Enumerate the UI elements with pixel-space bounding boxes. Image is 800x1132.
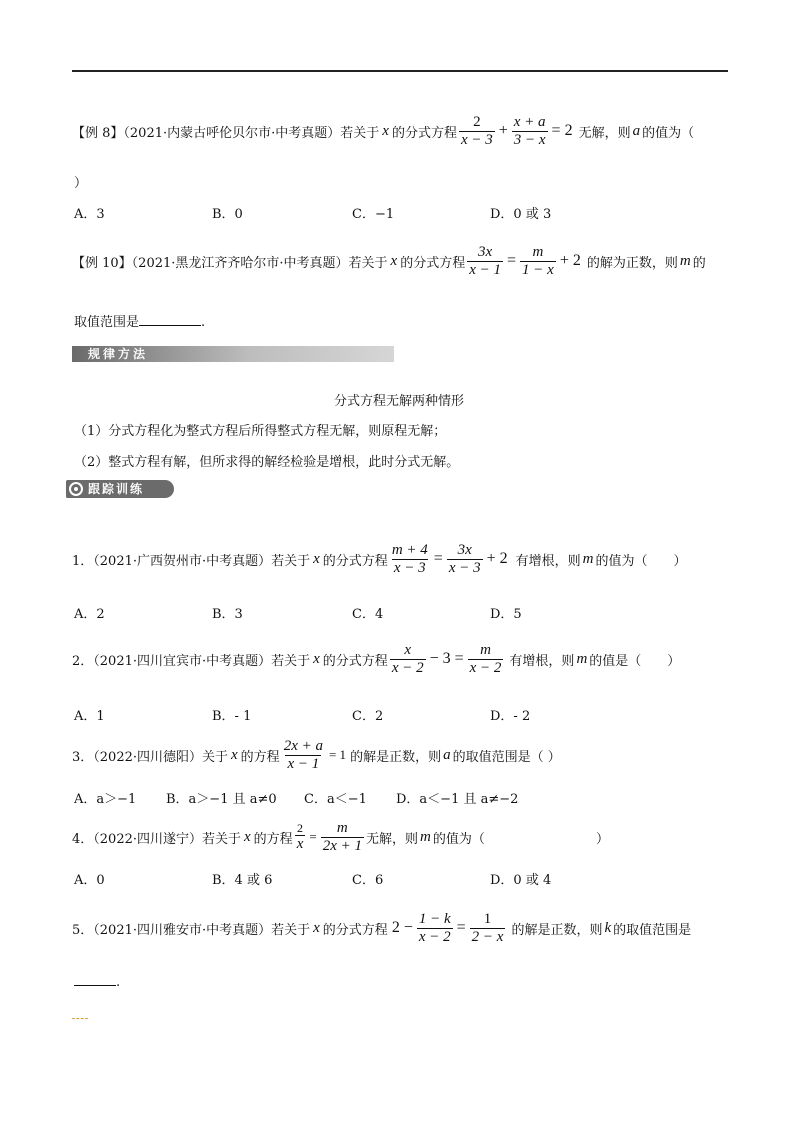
ex8-option-b: B．0: [212, 207, 243, 222]
q3-fraction: $\frac{2x + a}{x - 1}$: [283, 738, 323, 772]
footer-mark: [72, 1018, 88, 1019]
q2-option-c: C．2: [352, 709, 384, 724]
method-item-1: （1）分式方程化为整式方程后所得整式方程无解，则原程无解；: [74, 424, 447, 439]
q3-option-a: A．a＞−1: [74, 792, 137, 807]
q2-option-d: D．- 2: [490, 709, 531, 724]
method-banner-label: 规律方法: [88, 347, 149, 361]
q1-option-c: C．4: [352, 607, 384, 622]
ex8-option-d: D．0 或 3: [490, 207, 552, 222]
ex10-suffix2: 的: [692, 255, 706, 271]
method-banner: [72, 346, 394, 362]
q2-fraction-2: $\frac{m}{x - 2}$: [469, 642, 502, 676]
ex8-fraction-2: $\frac{x + a}{3 - x}$: [513, 114, 546, 148]
q5-fraction-1: $\frac{1 - k}{x - 2}$: [418, 911, 451, 945]
q3-option-b: B．a＞−1 且 a≠0: [166, 792, 277, 807]
ex10-line2: 取值范围是 .: [74, 315, 206, 330]
target-icon: [69, 482, 83, 496]
q5-fraction-2: $\frac{1}{2 - x}$: [471, 911, 504, 945]
var-a: a: [632, 122, 641, 139]
q3-option-c: C．a＜−1: [304, 792, 367, 807]
example-8: 【例 8】（2021·内蒙古呼伦贝尔市·中考真题）若关于 x 的分式方程 $\frac{2}{x - 3}$ + $\frac{x + a}{3 - x}$ = 2 无解，则 a 的值为（: [72, 114, 695, 148]
q1-fraction-1: $\frac{m + 4}{x - 3}$: [391, 542, 428, 576]
var-x: x: [382, 122, 389, 139]
method-title: 分式方程无解两种情形: [334, 394, 465, 409]
q1-fraction-2: $\frac{3x}{x - 3}$: [448, 542, 481, 576]
q4-option-a: A．0: [74, 873, 105, 888]
ex10-prefix: 【例 10】（2021·黑龙江齐齐哈尔市·中考真题）若关于: [72, 255, 388, 271]
question-4: 4．（2022·四川遂宁）若关于 x 的方程 $\frac{2}{x}$ = $\frac{m}{2x + 1}$ 无解，则 m 的值为（: [72, 820, 485, 854]
ex10-fraction-1: $\frac{3x}{x - 1}$: [469, 244, 501, 278]
q5-answer-line: .: [74, 975, 120, 990]
ex8-fraction-1: $\frac{2}{x - 3}$: [460, 114, 493, 148]
var-m: m: [679, 252, 691, 269]
ex8-suffix2: 的值为（: [642, 125, 695, 141]
ex8-close: ）: [74, 176, 88, 191]
ex10-tail: + 2: [559, 252, 581, 269]
ex10-mid: 的分式方程: [400, 255, 466, 271]
q1-option-d: D．5: [490, 607, 522, 622]
q2-option-b: B．- 1: [212, 709, 252, 724]
example-10: 【例 10】（2021·黑龙江齐齐哈尔市·中考真题）若关于 x 的分式方程 $\frac{3x}{x - 1}$ = $\frac{m}{1 - x}$ + 2 的解为正数，则 m 的: [72, 244, 706, 278]
q2-fraction-1: $\frac{x}{x - 2}$: [391, 642, 424, 676]
q4-close: ）: [596, 832, 610, 847]
answer-blank: [74, 985, 116, 986]
question-1: 1．（2021·广西贺州市·中考真题）若关于 x 的分式方程 $\frac{m + 4}{x - 3}$ = $\frac{3x}{x - 3}$ + 2 有增根，则 m 的值为（ ）: [72, 542, 687, 576]
training-banner: [66, 480, 174, 498]
q1-option-b: B．3: [212, 607, 243, 622]
question-5: 5．（2021·四川雅安市·中考真题）若关于 x 的分式方程 2 − $\frac{1 - k}{x - 2}$ = $\frac{1}{2 - x}$ 的解是正数，则 k 的取值范围是: [72, 911, 692, 945]
q4-fraction-1: $\frac{2}{x}$: [296, 820, 304, 852]
method-item-2: （2）整式方程有解，但所求得的解经检验是增根，此时分式无解。: [74, 455, 460, 470]
question-3: 3．（2022·四川德阳）关于 x 的方程 $\frac{2x + a}{x - 1}$ = 1 的解是正数，则 a 的取值范围是（ ）: [72, 738, 561, 772]
ex8-mid: 的分式方程: [391, 125, 457, 141]
ex8-option-a: A．3: [74, 207, 105, 222]
q4-option-c: C．6: [352, 873, 384, 888]
q3-option-d: D．a＜−1 且 a≠−2: [396, 792, 519, 807]
q4-fraction-2: $\frac{m}{2x + 1}$: [322, 820, 362, 854]
question-2: 2．（2021·四川宜宾市·中考真题）若关于 x 的分式方程 $\frac{x}{x - 2}$ − 3 = $\frac{m}{x - 2}$ 有增根，则 m 的值是（ ）: [72, 642, 681, 676]
ex8-prefix: 【例 8】（2021·内蒙古呼伦贝尔市·中考真题）若关于: [72, 125, 380, 141]
ex10-suffix: 的解为正数，则: [586, 255, 678, 271]
ex8-option-c: C．−1: [352, 207, 395, 222]
q2-option-a: A．1: [74, 709, 105, 724]
training-banner-label: 跟踪训练: [88, 482, 145, 496]
header-rule: [72, 70, 728, 72]
ex8-suffix: 无解，则: [578, 125, 631, 141]
ex8-rhs: = 2: [551, 122, 573, 139]
q1-option-a: A．2: [74, 607, 105, 622]
q4-option-d: D．0 或 4: [490, 873, 552, 888]
ex10-fraction-2: $\frac{m}{1 - x}$: [522, 244, 554, 278]
q4-option-b: B．4 或 6: [212, 873, 273, 888]
answer-blank: [139, 325, 201, 326]
